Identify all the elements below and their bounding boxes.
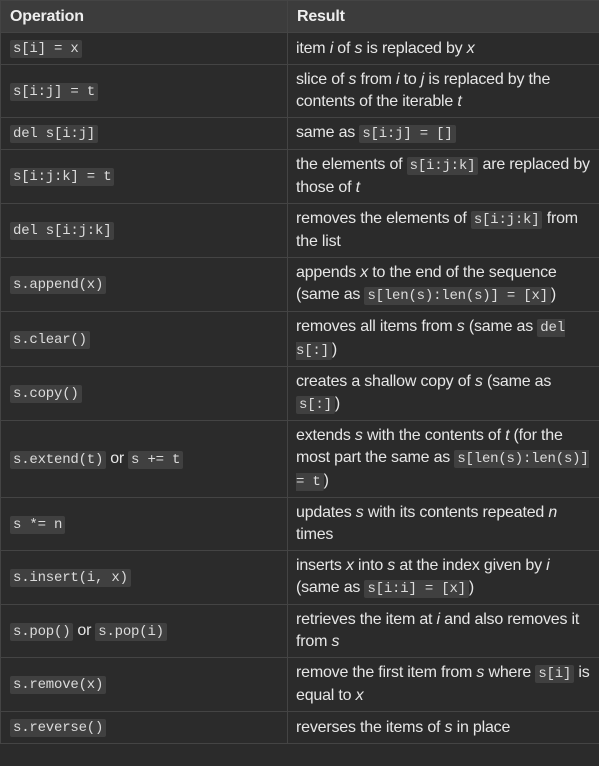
cell-text: slice of [296,71,349,88]
cell-text: item [296,39,330,57]
cell-text: (same as [296,579,365,596]
cell-text: and also removes it from [296,611,580,650]
cell-text: at the index given by [395,557,547,574]
result-cell [288,498,599,551]
result-cell [288,65,599,118]
code-snippet: s[i:j] = t [10,83,98,101]
code-snippet: s += t [128,451,183,469]
table-row [1,421,599,498]
variable-name: t [355,179,360,196]
result-cell [288,312,599,367]
code-snippet: s[i:j:k] [407,157,479,175]
table-row [1,367,599,421]
cell-text: retrieves the item at [296,611,437,628]
variable-name: s [355,504,364,521]
operation-cell [1,658,288,712]
variable-name: x [466,39,475,57]
table-row [1,150,599,204]
header-result: Result [288,1,599,33]
table-header [1,1,599,33]
code-snippet: s[i] = x [10,40,82,58]
cell-text: ) [550,286,557,303]
code-snippet: s[i:j] = [] [359,125,455,143]
operation-cell [1,65,288,118]
cell-text: same as [296,124,360,141]
cell-text: inserts [296,557,346,574]
table-row [1,65,599,118]
cell-text: with its contents repeated [363,504,549,521]
or-separator: or [110,449,125,467]
code-snippet: s.append(x) [10,276,106,294]
cell-text: is replaced by [362,39,467,57]
variable-name: s [331,633,340,650]
variable-name: s [387,557,396,574]
cell-text: removes all items from [296,318,457,335]
code-snippet: s.clear() [10,331,90,349]
code-snippet: del s[:] [296,320,565,359]
table-row [1,258,599,312]
variable-name: s [444,718,453,736]
code-snippet: s[:] [296,396,335,414]
operation-cell [1,551,288,605]
variable-name: s [474,373,483,390]
variable-name: t [457,93,462,110]
operation-cell [1,33,288,65]
result-cell [288,605,599,658]
header-row [1,1,599,33]
variable-name: s [476,664,485,681]
operation-cell [1,312,288,367]
cell-text: where [484,664,536,681]
cell-text: from [356,71,396,88]
cell-text: reverses the items of [296,718,445,736]
code-snippet: s[i:j:k] = t [10,168,114,186]
variable-name: i [436,611,440,628]
header-operation: Operation [1,1,288,33]
cell-text: extends [296,427,355,444]
code-snippet: s.remove(x) [10,676,106,694]
cell-text: ) [331,341,337,358]
operation-cell [1,605,288,658]
result-cell [288,551,599,605]
result-cell [288,712,599,744]
operation-cell [1,712,288,744]
operation-cell [1,258,288,312]
variable-name: i [546,557,550,574]
cell-text: the elements of [296,156,407,173]
operation-cell [1,421,288,498]
cell-text: appends [296,264,361,281]
cell-text: updates [296,504,356,521]
code-snippet: s[i] [535,665,574,683]
cell-text: is equal to [296,664,590,704]
cell-text: remove the first item from [296,664,477,681]
table-row [1,118,599,150]
cell-text: creates a shallow copy of [296,373,475,390]
code-snippet: del s[i:j:k] [10,222,114,240]
cell-text: (same as [464,318,538,335]
result-cell [288,258,599,312]
cell-text: ) [323,472,329,489]
code-snippet: s[i:i] = [x] [364,580,468,598]
table-row [1,33,599,65]
variable-name: s [354,39,363,57]
variable-name: n [548,504,558,521]
table-row [1,712,599,744]
variable-name: s [348,71,357,88]
cell-text: to the end of the sequence (same as [296,264,557,303]
code-snippet: s.insert(i, x) [10,569,131,587]
cell-text: ) [468,579,475,596]
cell-text: with the contents of [362,427,506,444]
variable-name: i [395,71,400,88]
result-cell [288,204,599,258]
code-snippet: s.pop() [10,623,73,641]
cell-text: in place [452,718,511,736]
variable-name: s [354,427,363,444]
cell-text: from the list [296,210,578,250]
result-cell [288,421,599,498]
operation-cell [1,498,288,551]
variable-name: x [345,557,354,574]
result-cell [288,658,599,712]
table-row [1,551,599,605]
code-snippet: s[len(s):len(s)] = [x] [364,287,550,305]
cell-text: (for the most part the same as [296,427,563,466]
or-separator: or [77,621,92,639]
cell-text: to [399,71,421,88]
code-snippet: s[i:j:k] [471,211,543,229]
variable-name: x [355,687,364,704]
code-snippet: del s[i:j] [10,125,98,143]
operation-cell [1,367,288,421]
cell-text: are replaced by those of [296,156,590,196]
cell-text: times [296,526,334,543]
variable-name: t [505,427,510,444]
variable-name: j [420,71,425,88]
variable-name: i [329,39,334,57]
table-row [1,658,599,712]
code-snippet: s.extend(t) [10,451,106,469]
result-cell [288,367,599,421]
table-body [1,33,599,744]
table-row [1,312,599,367]
result-cell [288,118,599,150]
cell-text: into [353,557,388,574]
result-cell [288,33,599,65]
variable-name: x [360,264,369,281]
code-snippet: s[len(s):len(s)] = t [296,451,589,490]
table-row [1,605,599,658]
operation-cell [1,204,288,258]
operation-cell [1,150,288,204]
variable-name: s [456,318,465,335]
table-row [1,498,599,551]
code-snippet: s.pop(i) [95,623,167,641]
code-snippet: s.reverse() [10,719,106,737]
operation-cell [1,118,288,150]
code-snippet: s *= n [10,516,65,534]
cell-text: ) [334,395,340,412]
table-row [1,204,599,258]
code-snippet: s.copy() [10,385,82,403]
cell-text: is replaced by the contents of the iterable [296,71,551,110]
cell-text: removes the elements of [296,210,471,227]
cell-text: (same as [482,373,552,390]
result-cell [288,150,599,204]
cell-text: of [333,39,355,57]
